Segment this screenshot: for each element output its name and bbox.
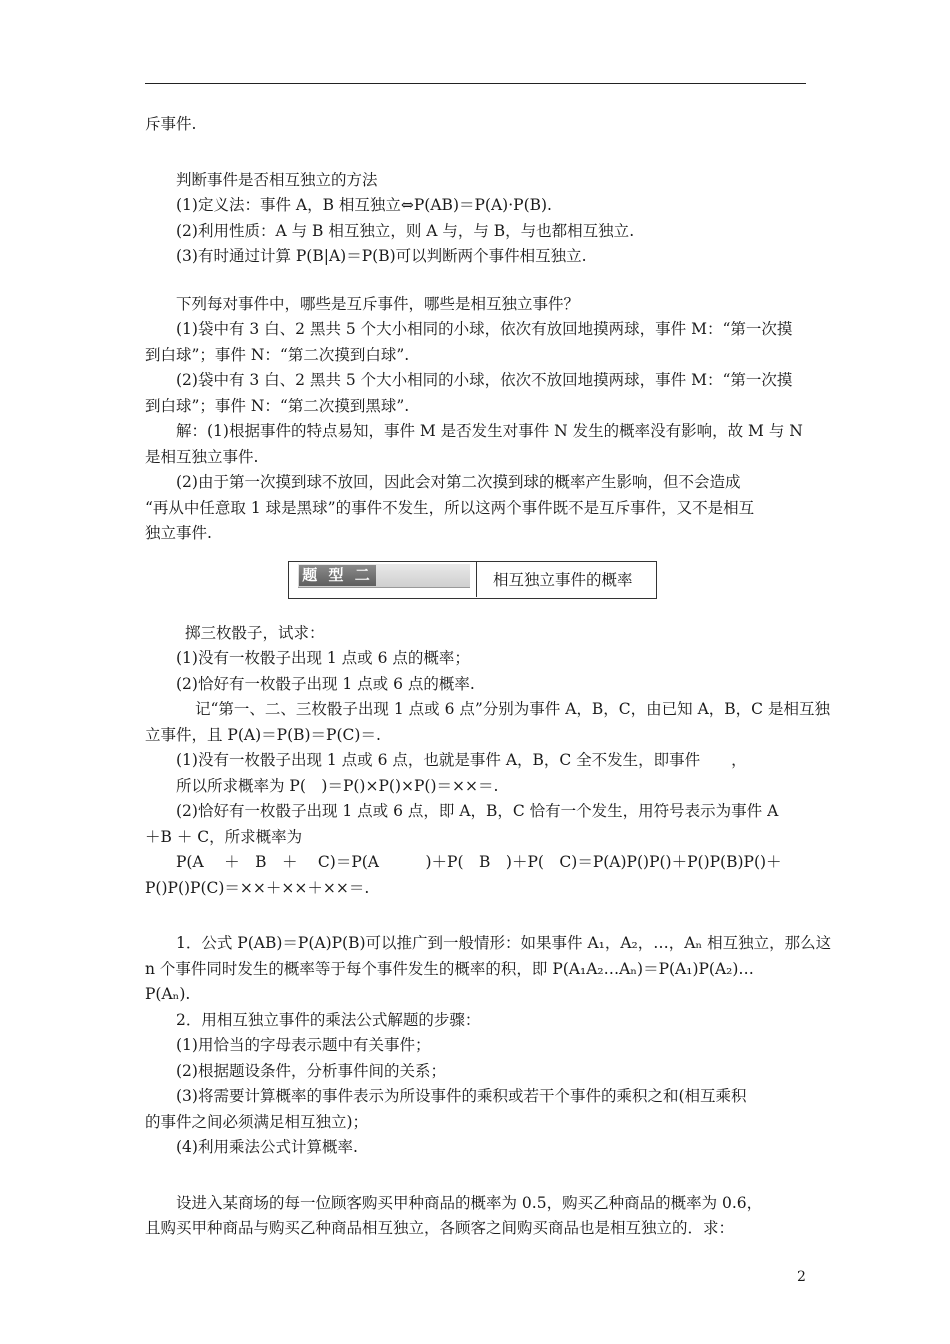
text-line: 且购买甲种商品与购买乙种商品相互独立，各顾客之间购买商品也是相互独立的．求： (145, 1219, 735, 1237)
text-line: 所以所求概率为 P( )＝P()×P()×P()＝××＝. (176, 776, 499, 795)
example-question: 掷三枚骰子，试求： (185, 623, 325, 642)
text-line: (1)定义法：事件 A，B 相互独立⇔P(AB)＝P(A)·P(B). (176, 196, 552, 214)
text-line: (2)根据题设条件，分析事件间的关系； (176, 1061, 446, 1080)
section-title: 相互独立事件的概率 (493, 570, 633, 589)
text-line: (2)袋中有 3 白、2 黑共 5 个大小相同的小球，依次不放回地摸两球，事件 M：“第一次摸 (176, 371, 793, 389)
text-line: (1)没有一枚骰子出现 1 点或 6 点，也就是事件 A，B，C 全不发生，即事件 ， (176, 751, 747, 769)
text-line: (2)由于第一次摸到球不放回，因此会对第二次摸到球的概率产生影响，但不会造成 (176, 473, 741, 491)
text-line: (1)用恰当的字母表示题中有关事件； (176, 1036, 431, 1054)
text-line: n 个事件同时发生的概率等于每个事件发生的概率的积，即 P(A₁A₂…Aₙ)＝P(A₁)P(A₂)… (145, 959, 754, 978)
banner-divider (476, 562, 477, 597)
method-heading: 判断事件是否相互独立的方法 (176, 170, 378, 189)
text-line: 到白球”；事件 N：“第二次摸到白球”. (145, 345, 410, 364)
formula-line: P()P()P(C)＝××＋××＋××＝. (145, 878, 370, 897)
text-line: (4)利用乘法公式计算概率. (176, 1138, 358, 1156)
text-line: ＋B ＋ C，所求概率为 (145, 827, 303, 846)
page-number: 2 (797, 1269, 806, 1285)
text-line: (2)恰好有一枚骰子出现 1 点或 6 点的概率. (176, 674, 475, 693)
text-line: 的事件之间必须满足相互独立)； (145, 1112, 369, 1131)
example-question: 下列每对事件中，哪些是互斥事件，哪些是相互独立事件？ (176, 294, 580, 313)
section-banner (288, 561, 657, 599)
text-line: 独立事件. (145, 524, 212, 542)
summary-line: 2．用相互独立事件的乘法公式解题的步骤： (176, 1010, 481, 1029)
summary-line: 1．公式 P(AB)＝P(A)P(B)可以推广到一般情形：如果事件 A₁，A₂，…，Aₙ 相互独立，那么这 (176, 934, 832, 952)
text-line: (3)有时通过计算 P(B|A)＝P(B)可以判断两个事件相互独立. (176, 247, 587, 265)
solution-line: 解：(1)根据事件的特点易知，事件 M 是否发生对事件 N 发生的概率没有影响，故 M 与 N (176, 422, 803, 440)
text-line: 是相互独立事件. (145, 447, 259, 466)
header-rule (145, 83, 806, 84)
text-line: (2)恰好有一枚骰子出现 1 点或 6 点，即 A，B，C 恰有一个发生，用符号表示为事件 A (176, 802, 779, 820)
text-line: (1)没有一枚骰子出现 1 点或 6 点的概率； (176, 649, 470, 667)
text-line: “再从中任意取 1 球是黑球”的事件不发生，所以这两个事件既不是互斥事件，又不是相互 (145, 498, 755, 517)
text-line: 立事件，且 P(A)＝P(B)＝P(C)＝. (145, 725, 381, 744)
text-line: P(Aₙ). (145, 985, 191, 1003)
text-line: 到白球”；事件 N：“第二次摸到黑球”. (145, 396, 410, 415)
text-line: (3)将需要计算概率的事件表示为所设事件的乘积或若干个事件的乘积之和(相互乘积 (176, 1087, 747, 1105)
text-line: (1)袋中有 3 白、2 黑共 5 个大小相同的小球，依次有放回地摸两球，事件 M：“第一次摸 (176, 320, 793, 338)
text-line: (2)利用性质：A 与 B 相互独立，则 A 与，与 B，与也都相互独立. (176, 221, 635, 240)
example-question: 设进入某商场的每一位顾客购买甲种商品的概率为 0.5，购买乙种商品的概率为 0.6， (176, 1193, 763, 1212)
section-tag-label: 题 型 二 (299, 565, 376, 586)
section-tag (298, 564, 470, 588)
solution-line: 记“第一、二、三枚骰子出现 1 点或 6 点”分别为事件 A，B，C，由已知 A，B，C 是相互独 (195, 700, 830, 718)
formula-line: P(A ＋ B ＋ C)＝P(A )＋P( B )＋P( C)＝P(A)P()P()＋P()P(B)P()＋ (176, 853, 782, 871)
page-body (145, 112, 832, 1242)
text-line: 斥事件. (145, 115, 197, 133)
